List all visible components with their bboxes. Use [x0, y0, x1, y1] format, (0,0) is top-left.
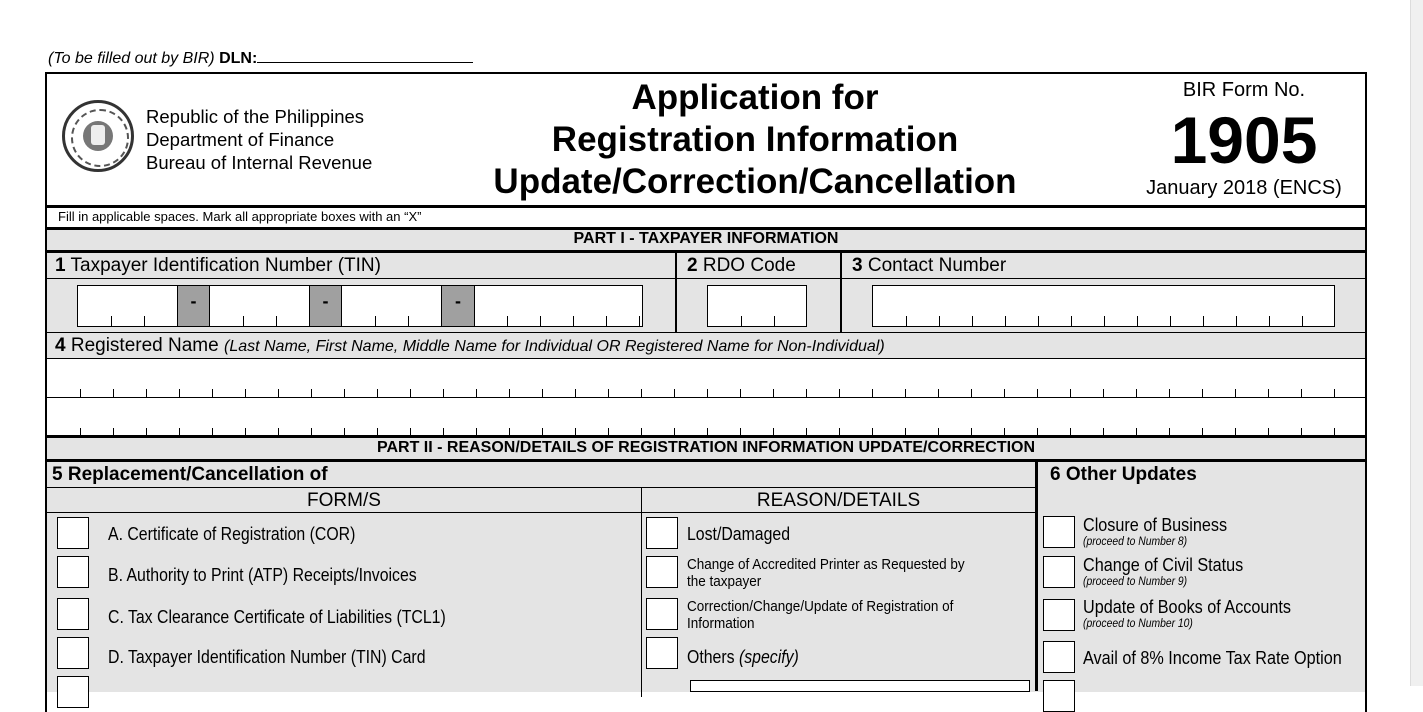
comb-tick [540, 316, 541, 326]
reason-option-correction: Correction/Change/Update of Registration of Information [687, 598, 954, 632]
comb-tick [144, 316, 145, 326]
divider [47, 512, 1035, 513]
divider [47, 487, 1035, 488]
form-version: January 2018 (ENCS) [1146, 177, 1342, 199]
form-checkbox-atp[interactable] [57, 556, 89, 588]
bir-seal-icon [62, 100, 134, 172]
form-option-atp: B. Authority to Print (ATP) Receipts/Invoices [108, 565, 417, 585]
comb-tick [1038, 316, 1039, 326]
form-checkbox-cor[interactable] [57, 517, 89, 549]
comb-tick [1236, 316, 1237, 326]
update-option-books: Update of Books of Accounts (proceed to Number 10) [1083, 597, 1292, 630]
form-title-line-1: Application for [631, 78, 879, 117]
dln-prefix: (To be filled out by BIR) [48, 50, 215, 67]
reason-option-others: Others (specify) [687, 647, 799, 667]
form-option-tin-card: D. Taxpayer Identification Number (TIN) Card [108, 647, 426, 667]
comb-tick [507, 316, 508, 326]
update-option-8pct: Avail of 8% Income Tax Rate Option [1083, 648, 1342, 668]
part1-header: PART I - TAXPAYER INFORMATION [573, 230, 839, 247]
tin-separator-1: - [177, 286, 210, 326]
form-checkbox-tin-card[interactable] [57, 637, 89, 669]
col-forms-header: FORM/S [307, 490, 381, 511]
divider [675, 252, 677, 332]
comb-tick [1203, 316, 1204, 326]
form-option-cor: A. Certificate of Registration (COR) [108, 524, 356, 544]
update-checkbox-closure[interactable] [1043, 516, 1075, 548]
contact-label: 3 Contact Number [852, 255, 1007, 276]
update-checkbox-8pct[interactable] [1043, 641, 1075, 673]
comb-tick [906, 316, 907, 326]
divider [641, 487, 642, 697]
divider [1035, 461, 1038, 691]
registered-name-line-2[interactable] [47, 398, 1365, 438]
tin-label: 1 Taxpayer Identification Number (TIN) [55, 255, 381, 276]
form-number-label: BIR Form No. [1182, 79, 1306, 101]
tin-separator-2: - [309, 286, 342, 326]
tin-separator-3: - [441, 286, 475, 326]
comb-tick [111, 316, 112, 326]
update-checkbox-next[interactable] [1043, 680, 1075, 712]
agency-line-3: Bureau of Internal Revenue [146, 152, 373, 173]
comb-tick [573, 316, 574, 326]
comb-tick [741, 316, 742, 326]
dln-blank [257, 48, 473, 63]
comb-tick [939, 316, 940, 326]
update-checkbox-civil-status[interactable] [1043, 556, 1075, 588]
update-option-civil-status: Change of Civil Status (proceed to Number 9) [1083, 555, 1244, 588]
agency-line-2: Department of Finance [146, 129, 335, 150]
form-title-line-2: Registration Information [551, 120, 959, 159]
comb-tick [276, 316, 277, 326]
registered-name-label: 4 Registered Name (Last Name, First Name, Middle Name for Individual OR Registered Name for Non-Individual) [55, 335, 885, 356]
section6-title: 6 Other Updates [1050, 464, 1197, 485]
tin-input[interactable] [77, 285, 643, 327]
comb-tick [1137, 316, 1138, 326]
reason-checkbox-printer[interactable] [646, 556, 678, 588]
instructions: Fill in applicable spaces. Mark all appropriate boxes with an “X” [58, 209, 422, 224]
form-option-tcl1: C. Tax Clearance Certificate of Liabilities (TCL1) [108, 607, 446, 627]
reason-checkbox-lost[interactable] [646, 517, 678, 549]
section5-title: 5 Replacement/Cancellation of [52, 464, 328, 485]
rdo-label: 2 RDO Code [687, 255, 796, 276]
dln-label: DLN: [219, 50, 258, 67]
reason-checkbox-others[interactable] [646, 637, 678, 669]
comb-tick [774, 316, 775, 326]
col-reason-header: REASON/DETAILS [756, 490, 921, 511]
rdo-code-input[interactable] [707, 285, 807, 327]
comb-tick [1005, 316, 1006, 326]
update-option-closure: Closure of Business (proceed to Number 8) [1083, 515, 1228, 548]
comb-tick [1104, 316, 1105, 326]
update-checkbox-books[interactable] [1043, 599, 1075, 631]
comb-tick [243, 316, 244, 326]
comb-tick [408, 316, 409, 326]
scrollbar-track[interactable] [1410, 0, 1423, 686]
comb-tick [639, 316, 640, 326]
divider [47, 278, 1365, 279]
form-number: 1905 [1170, 103, 1318, 177]
reason-checkbox-correction[interactable] [646, 598, 678, 630]
form-checkbox-next[interactable] [57, 676, 89, 708]
dln-field[interactable] [48, 48, 473, 68]
registered-name-line-1[interactable] [47, 359, 1365, 399]
comb-tick [1302, 316, 1303, 326]
part2-header: PART II - REASON/DETAILS OF REGISTRATION INFORMATION UPDATE/CORRECTION [376, 439, 1036, 456]
divider [45, 205, 1367, 208]
form-checkbox-tcl1[interactable] [57, 598, 89, 630]
others-specify-input[interactable] [690, 680, 1030, 692]
contact-number-input[interactable] [872, 285, 1335, 327]
comb-tick [606, 316, 607, 326]
reason-option-printer: Change of Accredited Printer as Requested by the taxpayer [687, 556, 965, 590]
comb-tick [375, 316, 376, 326]
divider [840, 252, 842, 332]
comb-tick [1170, 316, 1171, 326]
comb-tick [1071, 316, 1072, 326]
comb-tick [1269, 316, 1270, 326]
agency-line-1: Republic of the Philippines [146, 106, 365, 127]
comb-tick [972, 316, 973, 326]
form-title-line-3: Update/Correction/Cancellation [493, 162, 1017, 201]
reason-option-lost: Lost/Damaged [687, 524, 791, 544]
